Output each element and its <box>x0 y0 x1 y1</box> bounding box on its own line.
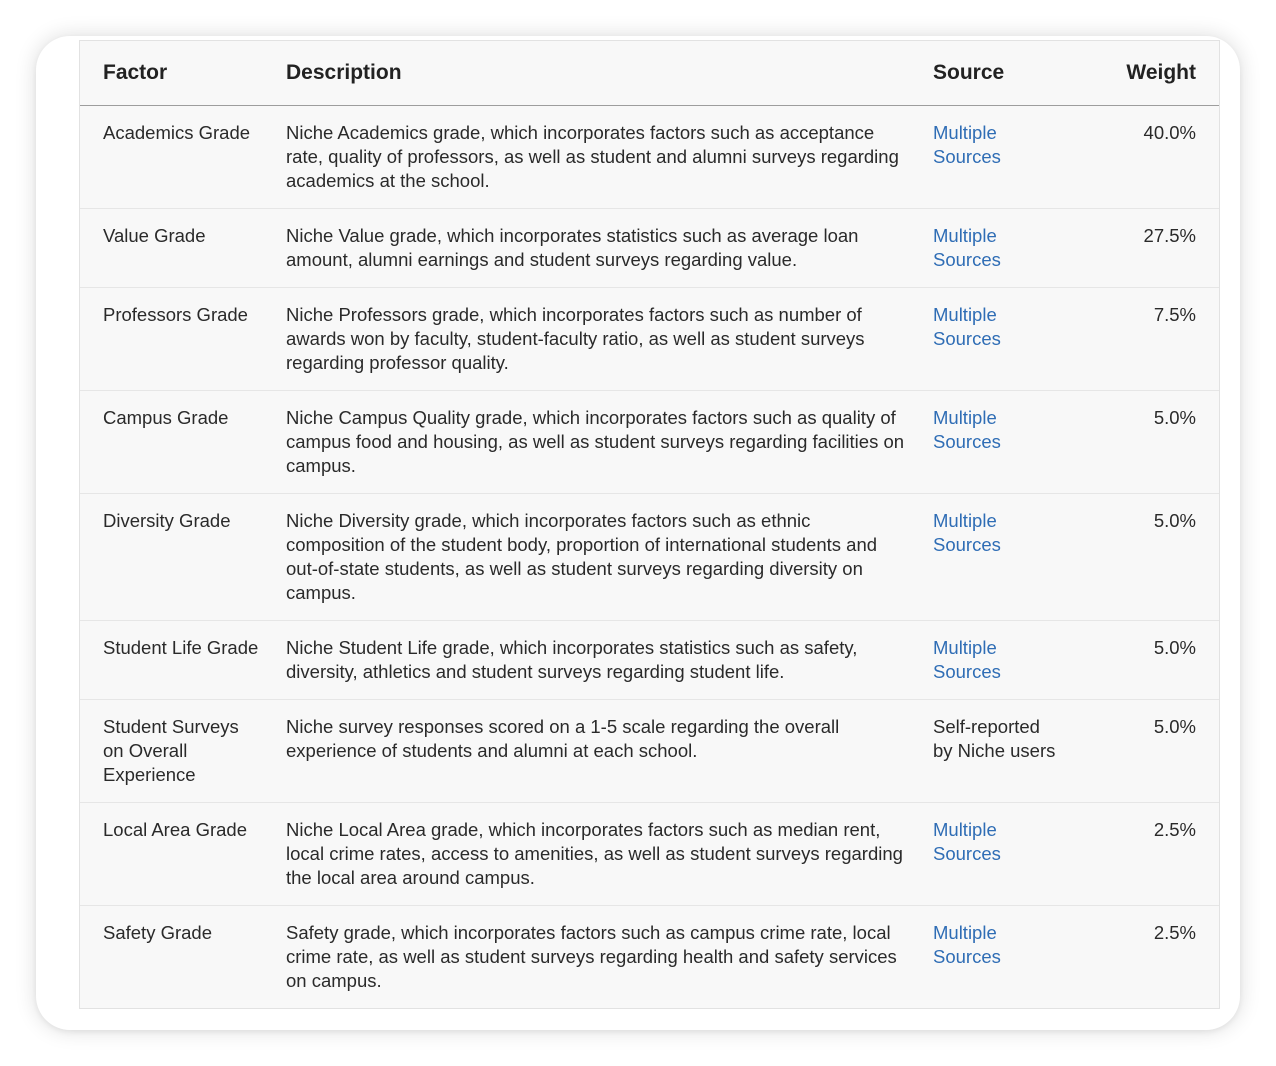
source-link[interactable]: Multiple Sources <box>933 225 1001 270</box>
table-row <box>80 803 1219 906</box>
description-cell: Niche Diversity grade, which incorporates factors such as ethnic composition of the student body, proportion of international students and out-of-state students, as well as student surveys regarding diversity on campus. <box>286 494 933 621</box>
factor-cell: Diversity Grade <box>80 494 286 621</box>
factor-cell: Campus Grade <box>80 391 286 494</box>
description-cell: Niche survey responses scored on a 1-5 scale regarding the overall experience of students and alumni at each school. <box>286 700 933 803</box>
weight-cell: 5.0% <box>1073 391 1219 494</box>
header-factor: Factor <box>80 41 286 106</box>
description-cell: Niche Student Life grade, which incorporates statistics such as safety, diversity, athletics and student surveys regarding student life. <box>286 621 933 700</box>
methodology-card <box>36 36 1240 1030</box>
description-cell: Niche Value grade, which incorporates statistics such as average loan amount, alumni earnings and student surveys regarding value. <box>286 209 933 288</box>
table-body <box>80 106 1219 1009</box>
weight-cell: 27.5% <box>1073 209 1219 288</box>
weight-cell: 5.0% <box>1073 700 1219 803</box>
source-link[interactable]: Multiple Sources <box>933 304 1001 349</box>
factor-cell: Student Surveys on Overall Experience <box>80 700 286 803</box>
factor-cell: Local Area Grade <box>80 803 286 906</box>
source-link[interactable]: Multiple Sources <box>933 637 1001 682</box>
ranking-factors-table-container <box>79 40 1220 1009</box>
factor-cell: Student Life Grade <box>80 621 286 700</box>
factor-cell: Safety Grade <box>103 922 213 943</box>
factor-cell: Academics Grade <box>80 106 286 209</box>
table-header <box>80 41 1219 106</box>
table-row <box>80 621 1219 700</box>
weight-cell: 7.5% <box>1073 288 1219 391</box>
description-cell: Niche Professors grade, which incorporates factors such as number of awards won by faculty, student-faculty ratio, as well as student surveys regarding professor quality. <box>286 288 933 391</box>
table-row <box>80 391 1219 494</box>
header-row <box>80 41 1219 106</box>
source-cell <box>933 906 1073 1009</box>
description-cell: Niche Campus Quality grade, which incorporates factors such as quality of campus food and housing, as well as student surveys regarding facilities on campus. <box>286 391 933 494</box>
description-cell: Niche Local Area grade, which incorporates factors such as median rent, local crime rates, access to amenities, as well as student surveys regarding the local area around campus. <box>286 803 933 906</box>
source-cell <box>933 700 1073 803</box>
description-cell: Safety grade, which incorporates factors such as campus crime rate, local crime rate, as well as student surveys regarding health and safety services on campus. <box>286 922 897 991</box>
weight-cell: 40.0% <box>1073 106 1219 209</box>
source-cell <box>933 494 1073 621</box>
weight-cell: 2.5% <box>1073 803 1219 906</box>
factor-cell: Value Grade <box>80 209 286 288</box>
header-description: Description <box>286 41 933 106</box>
table-row <box>80 700 1219 803</box>
table-row <box>80 906 1219 1009</box>
table-row <box>80 288 1219 391</box>
source-link[interactable]: Multiple Sources <box>933 407 1001 452</box>
table-row <box>80 494 1219 621</box>
description-cell: Niche Academics grade, which incorporates factors such as acceptance rate, quality of professors, as well as student and alumni surveys regarding academics at the school. <box>286 106 933 209</box>
source-cell <box>933 391 1073 494</box>
source-cell <box>933 106 1073 209</box>
source-cell <box>933 288 1073 391</box>
ranking-factors-table <box>80 41 1219 1008</box>
factor-cell: Professors Grade <box>80 288 286 391</box>
source-text: Self-reported by Niche users <box>933 716 1056 761</box>
source-cell <box>933 209 1073 288</box>
source-link[interactable]: Multiple Sources <box>933 510 1001 555</box>
header-source: Source <box>933 41 1073 106</box>
table-row <box>80 106 1219 209</box>
source-link[interactable]: Multiple Sources <box>933 122 1001 167</box>
source-cell <box>933 621 1073 700</box>
weight-cell: 5.0% <box>1073 621 1219 700</box>
header-weight: Weight <box>1073 41 1219 106</box>
source-link[interactable]: Multiple Sources <box>933 819 1001 864</box>
table-row <box>80 209 1219 288</box>
weight-cell: 5.0% <box>1073 494 1219 621</box>
weight-cell: 2.5% <box>1153 922 1196 943</box>
source-cell <box>933 803 1073 906</box>
source-link[interactable]: Multiple Sources <box>933 922 1001 967</box>
